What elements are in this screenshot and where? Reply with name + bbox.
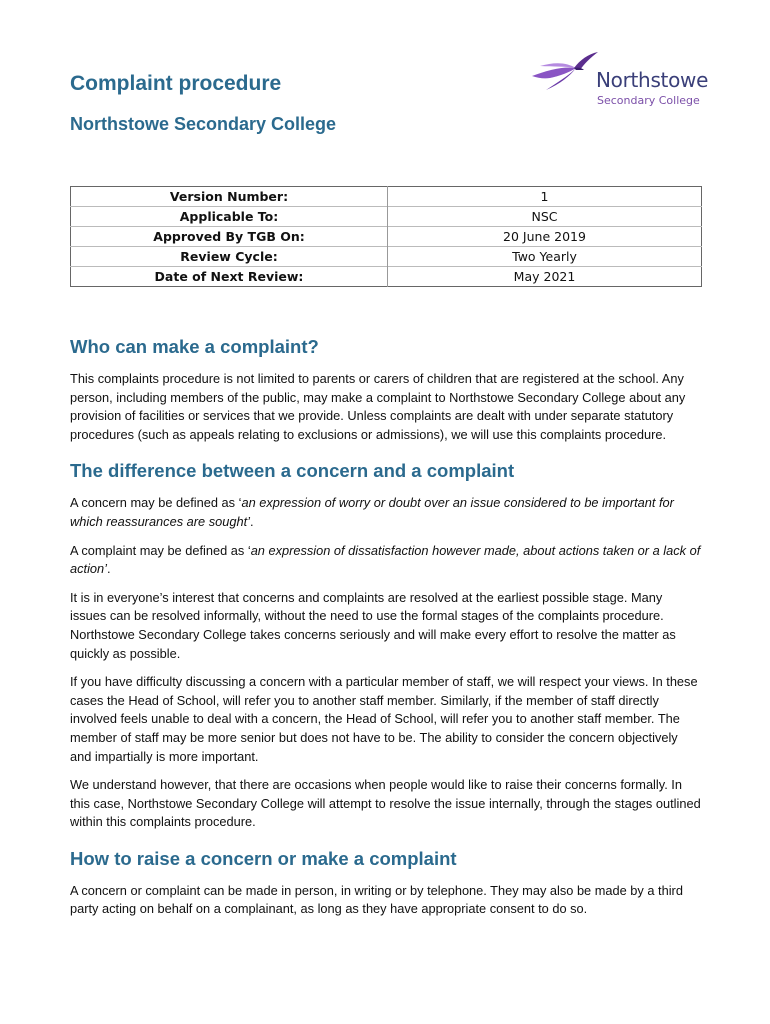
next-review-label: Date of Next Review: bbox=[71, 267, 388, 287]
page-subtitle: Northstowe Secondary College bbox=[70, 114, 337, 134]
document-info-table bbox=[70, 186, 702, 287]
applicable-value: NSC bbox=[388, 207, 702, 227]
applicable-label: Applicable To: bbox=[71, 207, 388, 227]
school-logo bbox=[530, 48, 710, 110]
complaint-definition: A complaint may be defined as ‘an expression of dissatisfaction however made, about actions taken or a lack of action’. bbox=[70, 542, 701, 577]
review-cycle-value: Two Yearly bbox=[388, 247, 702, 267]
page-title: Complaint procedure bbox=[70, 72, 282, 95]
logo-subtitle: Secondary College bbox=[597, 94, 700, 107]
approved-label: Approved By TGB On: bbox=[71, 227, 388, 247]
approved-value: 20 June 2019 bbox=[388, 227, 702, 247]
who-paragraph: This complaints procedure is not limited to parents or carers of children that are registered at the school. Any person, including members of the public, may make a complaint to Northstowe Secondary College about any provision of facilities or services that we provide. Unless complaints are dealt with under separate statutory procedures (such as appeals relating to exclusions or admissions), we will use this complaints procedure. bbox=[70, 371, 686, 442]
section-heading-how: How to raise a concern or make a complaint bbox=[70, 847, 457, 869]
table-row bbox=[71, 247, 702, 267]
how-paragraph: A concern or complaint can be made in person, in writing or by telephone. They may also be made by a third party acting on behalf on a complainant, as long as they have appropriate consent to do so. bbox=[70, 882, 683, 917]
section-heading-who: Who can make a complaint? bbox=[70, 336, 319, 357]
table-row bbox=[71, 207, 702, 227]
section-heading-difference: The difference between a concern and a complaint bbox=[70, 460, 515, 482]
table-row bbox=[71, 187, 702, 207]
formal-paragraph: We understand however, that there are occasions when people would like to raise their concerns formally. In this case, Northstowe Secondary College will attempt to resolve the issue internally, through the stages outlined within this complaints procedure. bbox=[70, 777, 701, 830]
logo-name: Northstowe bbox=[596, 68, 709, 92]
table-row bbox=[71, 227, 702, 247]
document-body bbox=[70, 336, 702, 929]
review-cycle-label: Review Cycle: bbox=[71, 247, 388, 267]
resolution-paragraph: It is in everyone’s interest that concerns and complaints are resolved at the earliest possible stage. Many issues can be resolved informally, without the need to use the formal stages of the complaints procedure. Northstowe Secondary College takes concerns seriously and will make every effort to resolve the matter as quickly as possible. bbox=[70, 589, 676, 661]
swallow-bird-icon bbox=[530, 50, 600, 94]
version-value: 1 bbox=[388, 187, 702, 207]
table-row bbox=[71, 267, 702, 287]
concern-definition: A concern may be defined as ‘an expression of worry or doubt over an issue considered to be important for which reassurances are sought’. bbox=[70, 495, 674, 529]
staff-paragraph: If you have difficulty discussing a concern with a particular member of staff, we will respect your views. In these cases the Head of School, will refer you to another staff member. Similarly, if the member of staff directly involved feels unable to deal with a concern, the Head of School, will refer you to another staff member. The member of staff may be more senior but does not have to be. The ability to consider the concern objectively and impartially is more important. bbox=[70, 674, 698, 764]
next-review-value: May 2021 bbox=[388, 267, 702, 287]
version-label: Version Number: bbox=[169, 189, 289, 204]
